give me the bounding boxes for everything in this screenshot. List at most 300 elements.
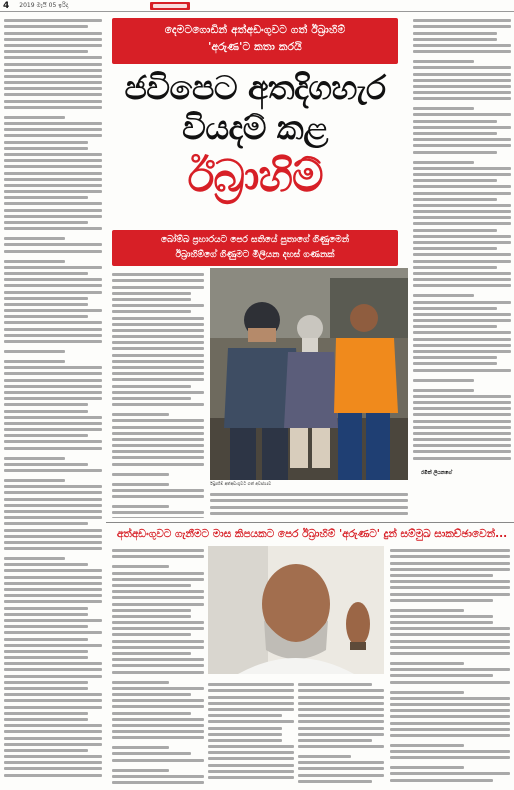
body-text-line <box>208 714 282 717</box>
body-text-line <box>112 769 169 772</box>
body-text-line <box>4 522 88 525</box>
body-text-line <box>413 331 511 334</box>
body-text-line <box>4 134 102 137</box>
body-text-line <box>4 315 88 318</box>
body-text-line <box>4 485 102 488</box>
text-lines <box>210 493 408 515</box>
body-text-line <box>413 407 511 410</box>
body-text-line <box>298 755 351 758</box>
body-text-line <box>390 574 493 577</box>
body-text-line <box>112 517 204 518</box>
body-text-line <box>112 286 204 289</box>
second-story-right-column <box>390 546 510 784</box>
body-text-line <box>112 590 204 593</box>
body-text-line <box>390 599 493 602</box>
body-text-line <box>413 126 511 129</box>
headline-line-2: වියදම් කළ <box>182 108 328 147</box>
body-text-line <box>4 38 102 41</box>
body-text-line <box>4 724 102 727</box>
subhead-line-2: ඊබ්‍රාහිම්ගේ ගිණුමට මිලියන දහස් ගණනක් <box>175 250 335 260</box>
body-text-line <box>112 385 191 388</box>
body-text-line <box>4 196 88 199</box>
body-text-line <box>390 609 464 612</box>
body-text-column <box>112 270 204 518</box>
body-text-line <box>4 743 102 746</box>
body-text-line <box>4 32 102 35</box>
main-headline <box>112 68 398 206</box>
arrest-scene-illustration <box>210 268 408 480</box>
second-story-left-column <box>112 546 204 784</box>
body-text-line <box>112 658 204 661</box>
body-text-line <box>112 292 191 295</box>
section-divider <box>106 522 514 523</box>
body-text-line <box>390 715 510 718</box>
body-text-line <box>208 708 294 711</box>
body-text-line <box>413 362 497 365</box>
body-text-line <box>4 588 102 591</box>
body-text-line <box>4 557 65 560</box>
body-text-line <box>112 310 191 313</box>
body-text-line <box>413 247 497 250</box>
body-text-line <box>298 767 384 770</box>
body-text-line <box>413 198 497 201</box>
body-text-line <box>210 512 408 515</box>
body-text-line <box>4 737 102 740</box>
body-text-line <box>413 426 511 429</box>
body-text-line <box>4 184 102 187</box>
body-text-line <box>4 563 88 566</box>
text-lines <box>112 273 204 518</box>
body-text-line <box>112 360 204 363</box>
body-text-line <box>390 652 510 655</box>
headline-kicker <box>112 18 398 64</box>
body-text-line <box>413 32 497 35</box>
text-lines <box>4 19 102 776</box>
body-text-line <box>4 434 88 437</box>
body-text-line <box>413 313 511 316</box>
body-text-line <box>4 56 102 59</box>
body-text-line <box>413 284 511 287</box>
body-text-line <box>112 372 204 375</box>
body-text-line <box>390 772 510 775</box>
body-text-line <box>298 689 384 692</box>
text-lines <box>208 683 294 779</box>
body-text-line <box>413 369 511 372</box>
body-text-line <box>4 749 88 752</box>
body-text-line <box>4 650 88 653</box>
body-text-line <box>112 489 204 492</box>
body-text-line <box>413 161 474 164</box>
body-text-line <box>390 668 510 671</box>
kicker-line-1: දෙමටගොඩින් අත්අඩංගුවට ගත් ඊබ්‍රාහිම් <box>164 24 346 36</box>
body-text-line <box>208 696 294 699</box>
body-text-line <box>413 185 511 188</box>
body-text-line <box>112 705 204 708</box>
body-text-line <box>112 781 204 784</box>
subhead-line-1: බෝම්බ ප්‍රහාරයට පෙර සතියේ පුතාගේ ගිණුමෙන් <box>160 235 350 245</box>
body-text-line <box>298 733 384 736</box>
body-text-line <box>4 297 88 300</box>
body-text-line <box>208 764 294 767</box>
text-lines <box>390 549 510 784</box>
body-text-line <box>112 366 204 369</box>
body-text-line <box>4 469 102 472</box>
body-text-line <box>112 347 204 350</box>
body-text-line <box>4 178 102 181</box>
body-text-line <box>413 272 511 275</box>
body-text-line <box>4 366 102 369</box>
body-text-line <box>208 683 294 686</box>
body-text-line <box>413 222 511 225</box>
body-text-line <box>390 766 464 769</box>
body-text-line <box>4 619 102 622</box>
body-text-line <box>413 60 474 63</box>
body-text-line <box>112 646 204 649</box>
body-text-line <box>4 75 102 78</box>
subheadline <box>112 230 398 266</box>
body-text-line <box>112 341 204 344</box>
body-text-line <box>112 473 169 476</box>
body-text-line <box>4 278 102 281</box>
body-text-line <box>112 736 204 739</box>
body-text-line <box>4 250 102 253</box>
body-text-line <box>298 774 384 777</box>
body-text-line <box>4 87 102 90</box>
body-text-line <box>112 555 204 558</box>
body-text-line <box>413 401 511 404</box>
page-number: 4 <box>3 0 10 11</box>
body-text-line <box>413 379 474 382</box>
body-text-line <box>112 664 204 667</box>
body-text-line <box>4 410 88 413</box>
body-text-line <box>112 279 204 282</box>
body-text-line <box>413 319 511 322</box>
body-text-line <box>112 724 204 727</box>
text-lines <box>112 549 204 784</box>
body-text-line <box>4 397 102 400</box>
body-text-line <box>4 122 102 125</box>
headline-line-1: ජවිපෙට අතදිගහැර <box>124 68 386 107</box>
body-text-line <box>112 627 204 630</box>
body-text-line <box>4 463 88 466</box>
body-text-line <box>112 329 204 332</box>
body-text-line <box>4 303 88 306</box>
body-text-line <box>4 227 102 230</box>
body-text-line <box>4 576 102 579</box>
body-text-line <box>4 498 102 501</box>
body-text-line <box>4 190 102 193</box>
body-text-line <box>4 260 65 263</box>
body-text-line <box>112 572 204 575</box>
body-text-line <box>112 752 191 755</box>
body-text-line <box>390 586 510 589</box>
body-text-line <box>390 615 493 618</box>
body-text-line <box>390 734 510 737</box>
body-text-line <box>413 138 511 141</box>
body-text-line <box>413 350 511 353</box>
body-text-line <box>208 739 282 742</box>
body-text-line <box>112 730 204 733</box>
body-text-line <box>298 739 372 742</box>
body-text-line <box>4 625 88 628</box>
body-text-line <box>298 720 384 723</box>
body-text-line <box>4 165 102 168</box>
body-text-line <box>4 69 102 72</box>
body-text-line <box>4 215 102 218</box>
body-text-line <box>4 662 102 665</box>
body-text-line <box>112 419 204 422</box>
body-text-line <box>112 596 204 599</box>
body-text-line <box>4 93 102 96</box>
body-text-line <box>390 750 510 753</box>
body-text-line <box>112 681 169 684</box>
body-text-line <box>4 774 102 777</box>
body-text-line <box>112 699 204 702</box>
body-text-line <box>390 627 510 630</box>
body-text-line <box>112 450 204 453</box>
body-text-line <box>390 756 510 759</box>
body-text-line <box>390 722 510 725</box>
second-story-middle-column-2 <box>298 680 384 784</box>
body-text-line <box>413 229 497 232</box>
body-text-line <box>4 81 102 84</box>
body-text-line <box>390 549 510 552</box>
below-photo-text-column <box>210 490 408 520</box>
page-date: 2019 මැයි 05 ඉරිදා <box>19 1 69 9</box>
body-text-line <box>390 744 464 747</box>
byline: රමිත් ලියනගේ <box>421 470 452 476</box>
body-text-line <box>390 640 510 643</box>
body-text-line <box>4 422 102 425</box>
body-text-line <box>112 549 204 552</box>
body-text-line <box>413 132 497 135</box>
body-text-line <box>4 447 102 450</box>
body-text-line <box>4 535 102 538</box>
body-text-line <box>4 25 88 28</box>
kicker-line-2: 'අරුණ'ට කතා කරයි <box>208 41 302 53</box>
body-text-line <box>112 378 204 381</box>
body-text-line <box>4 644 102 647</box>
body-text-line <box>4 209 102 212</box>
body-text-line <box>4 767 102 770</box>
body-text-line <box>4 44 102 47</box>
body-text-line <box>390 646 510 649</box>
body-text-line <box>4 272 88 275</box>
body-text-line <box>4 718 88 721</box>
body-text-line <box>413 38 497 41</box>
body-text-line <box>4 237 65 240</box>
body-text-line <box>4 541 102 544</box>
page-masthead <box>0 0 514 12</box>
body-text-line <box>4 128 102 131</box>
body-text-line <box>413 301 511 304</box>
body-text-line <box>4 457 65 460</box>
body-text-line <box>298 702 384 705</box>
body-text-line <box>298 761 384 764</box>
body-text-line <box>4 100 102 103</box>
body-text-line <box>4 699 102 702</box>
body-text-line <box>413 44 511 47</box>
body-text-line <box>390 562 510 565</box>
body-text-line <box>390 580 510 583</box>
body-text-line <box>4 594 102 597</box>
body-text-line <box>413 79 511 82</box>
body-text-line <box>413 173 511 176</box>
body-text-line <box>112 304 204 307</box>
body-text-line <box>112 463 204 466</box>
body-text-line <box>413 420 511 423</box>
body-text-line <box>4 340 102 343</box>
body-text-line <box>413 192 511 195</box>
body-text-line <box>298 696 384 699</box>
body-text-line <box>112 615 191 618</box>
body-text-line <box>4 385 102 388</box>
body-text-line <box>112 640 204 643</box>
body-text-line <box>4 675 102 678</box>
body-text-line <box>112 693 191 696</box>
body-text-line <box>4 202 102 205</box>
body-text-line <box>413 210 511 213</box>
body-text-line <box>208 751 294 754</box>
body-text-line <box>298 714 384 717</box>
body-text-line <box>112 403 204 406</box>
second-story-middle-column <box>208 680 294 784</box>
body-text-line <box>4 504 102 507</box>
headline-line-3: ඊබ්‍රාහිම් <box>187 151 323 202</box>
body-text-line <box>390 697 510 700</box>
body-text-line <box>112 718 204 721</box>
body-text-line <box>298 780 372 783</box>
body-text-line <box>4 416 102 419</box>
body-text-line <box>210 499 408 502</box>
body-text-line <box>413 457 511 460</box>
body-text-line <box>413 235 511 238</box>
body-text-line <box>413 85 511 88</box>
body-text-line <box>112 438 204 441</box>
body-text-line <box>4 730 102 733</box>
body-text-line <box>4 243 102 246</box>
body-text-line <box>208 702 294 705</box>
body-text-line <box>208 770 294 773</box>
body-text-line <box>413 325 497 328</box>
body-text-line <box>4 379 102 382</box>
body-text-line <box>413 395 511 398</box>
body-text-line <box>390 555 510 558</box>
body-text-line <box>413 144 511 147</box>
body-text-line <box>413 450 511 453</box>
body-text-line <box>413 107 474 110</box>
body-text-line <box>112 483 169 486</box>
body-text-line <box>4 600 102 603</box>
left-text-column <box>4 16 102 784</box>
body-text-line <box>413 307 497 310</box>
body-text-line <box>112 505 169 508</box>
body-text-line <box>4 153 102 156</box>
arrest-photo <box>210 268 408 480</box>
body-text-line <box>413 113 511 116</box>
body-text-line <box>4 391 102 394</box>
body-text-line <box>112 413 169 416</box>
body-text-line <box>4 141 88 144</box>
body-text-line <box>390 593 510 596</box>
body-text-line <box>413 278 511 281</box>
body-text-line <box>413 19 511 22</box>
body-text-line <box>112 456 204 459</box>
body-text-line <box>4 613 88 616</box>
body-text-line <box>112 775 204 778</box>
body-text-line <box>390 568 510 571</box>
body-text-line <box>4 582 102 585</box>
body-text-line <box>210 506 408 509</box>
body-text-line <box>413 97 511 100</box>
right-text-column <box>413 16 511 462</box>
body-text-line <box>413 294 474 297</box>
body-text-line <box>112 426 204 429</box>
body-text-line <box>413 344 511 347</box>
body-text-line <box>4 656 88 659</box>
newspaper-logo-icon <box>150 1 190 11</box>
body-text-line <box>4 159 102 162</box>
body-text-line <box>4 693 102 696</box>
body-text-line <box>4 266 102 269</box>
body-text-line <box>112 432 204 435</box>
body-text-line <box>413 432 511 435</box>
body-text-line <box>413 241 511 244</box>
body-text-line <box>390 728 510 731</box>
body-text-line <box>413 204 511 207</box>
body-text-line <box>112 565 169 568</box>
body-text-line <box>112 687 204 690</box>
body-text-line <box>4 221 88 224</box>
body-text-line <box>4 440 102 443</box>
body-text-line <box>298 708 384 711</box>
body-text-line <box>4 681 88 684</box>
body-text-line <box>4 529 102 532</box>
body-text-line <box>413 266 497 269</box>
body-text-line <box>112 759 204 762</box>
body-text-line <box>112 621 204 624</box>
body-text-line <box>4 706 102 709</box>
body-text-line <box>4 638 88 641</box>
body-text-line <box>413 260 511 263</box>
body-text-line <box>4 569 102 572</box>
body-text-line <box>112 335 204 338</box>
interview-portrait-photo <box>208 546 384 674</box>
body-text-line <box>413 66 511 69</box>
body-text-line <box>112 584 191 587</box>
text-lines <box>413 19 511 459</box>
body-text-line <box>413 389 474 392</box>
body-text-line <box>413 167 511 170</box>
body-text-line <box>210 493 408 496</box>
body-text-line <box>413 413 511 416</box>
body-text-line <box>390 779 493 782</box>
body-text-line <box>413 179 497 182</box>
body-text-line <box>4 63 102 66</box>
body-text-line <box>4 50 88 53</box>
body-text-line <box>112 273 204 276</box>
body-text-line <box>112 633 191 636</box>
body-text-line <box>4 321 102 324</box>
body-text-line <box>413 338 511 341</box>
body-text-line <box>112 671 204 674</box>
body-text-line <box>4 147 88 150</box>
body-text-line <box>390 674 493 677</box>
body-text-line <box>4 687 88 690</box>
body-text-line <box>112 298 191 301</box>
photo-caption: ඊබ්‍රාහිම් අත්අඩංගුවට ගත් අවස්ථාව <box>210 481 272 486</box>
body-text-line <box>112 609 191 612</box>
